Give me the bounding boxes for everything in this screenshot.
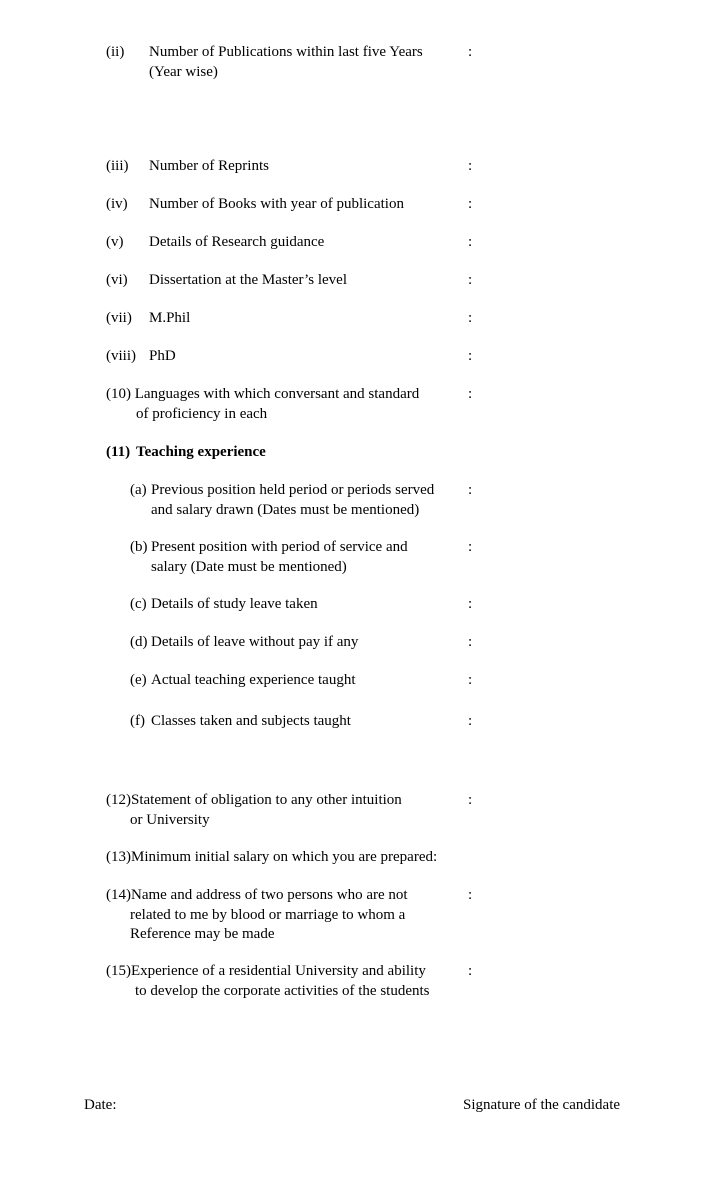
field-colon: : [468,792,473,808]
sub-item-label-continued: salary (Date must be mentioned) [151,559,347,575]
field-colon: : [468,310,473,326]
item-label: (12)Statement of obligation to any other intuition [106,792,402,808]
sub-item-label: Present position with period of service and [151,539,408,555]
item-label: (13)Minimum initial salary on which you are prepared: [106,849,438,865]
sub-item-number: (e) [130,672,147,688]
sub-item-label: Actual teaching experience taught [151,672,356,688]
item-label: Details of Research guidance [149,234,325,250]
item-label: (15)Experience of a residential University and ability [106,963,426,979]
date-label: Date: [84,1097,117,1113]
signature-label: Signature of the candidate [463,1097,621,1113]
field-colon: : [468,539,473,555]
field-colon: : [468,196,473,212]
section-number: (11) [106,444,131,460]
field-colon: : [468,386,473,402]
field-colon: : [468,596,473,612]
sub-item-number: (d) [130,634,148,650]
sub-item-number: (a) [130,482,147,498]
sub-item-label-continued: and salary drawn (Dates must be mentioned) [151,502,420,518]
field-colon: : [468,482,473,498]
field-colon: : [468,272,473,288]
item-label: Number of Publications within last five Years [149,44,423,60]
field-colon: : [468,234,473,250]
field-colon: : [468,634,473,650]
item-number: (v) [106,234,124,250]
sub-item-label: Classes taken and subjects taught [151,713,351,729]
item-label-continued: or University [130,812,210,828]
item-number: (vi) [106,272,128,288]
item-label-continued: Reference may be made [130,926,275,942]
field-colon: : [468,44,473,60]
item-number: (vii) [106,310,132,326]
item-label-continued: (Year wise) [149,64,218,80]
item-number: (iii) [106,158,129,174]
field-colon: : [468,348,473,364]
field-colon: : [468,672,473,688]
field-colon: : [468,963,473,979]
sub-item-number: (c) [130,596,147,612]
sub-item-label: Previous position held period or periods served [151,482,435,498]
sub-item-number: (b) [130,539,148,555]
sub-item-number: (f) [130,713,145,729]
sub-item-label: Details of study leave taken [151,596,318,612]
field-colon: : [468,887,473,903]
section-heading: Teaching experience [136,444,266,460]
item-label-continued: related to me by blood or marriage to whom a [130,907,406,923]
item-label: (10) Languages with which conversant and standard [106,386,420,402]
item-label: Number of Books with year of publication [149,196,404,212]
item-label: (14)Name and address of two persons who are not [106,887,408,903]
item-label-continued: to develop the corporate activities of the students [135,983,430,999]
field-colon: : [468,158,473,174]
item-label: Number of Reprints [149,158,269,174]
item-number: (viii) [106,348,136,364]
item-label: Dissertation at the Master’s level [149,272,348,288]
field-colon: : [468,713,473,729]
item-number: (ii) [106,44,125,60]
item-label: PhD [149,348,176,364]
item-label: M.Phil [149,310,191,326]
item-label-continued: of proficiency in each [136,406,268,422]
item-number: (iv) [106,196,128,212]
sub-item-label: Details of leave without pay if any [151,634,359,650]
